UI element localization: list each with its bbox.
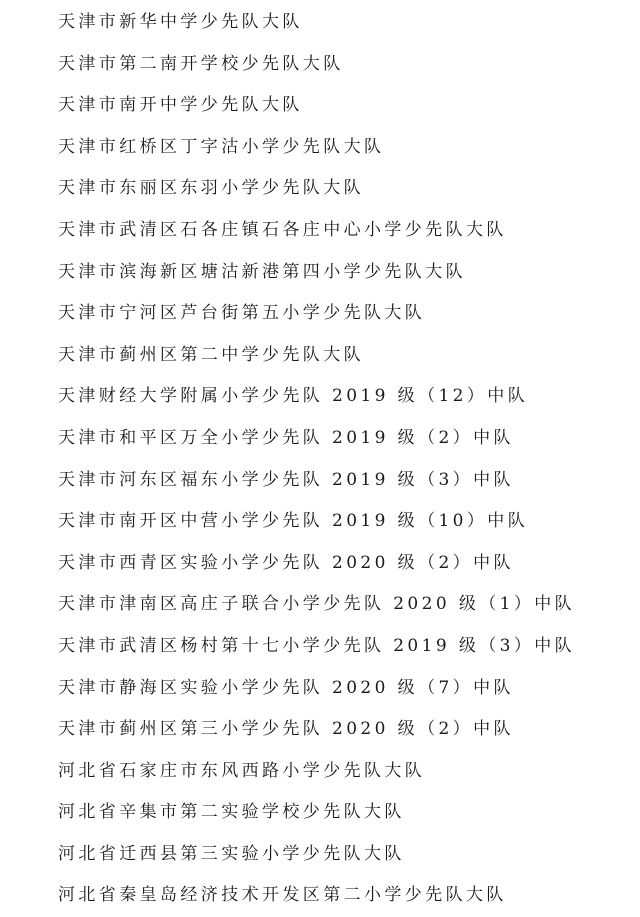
list-item: 河北省石家庄市东风西路小学少先队大队 bbox=[58, 760, 426, 781]
list-item: 天津市红桥区丁字沽小学少先队大队 bbox=[58, 136, 385, 157]
list-item: 天津市东丽区东羽小学少先队大队 bbox=[58, 178, 364, 199]
list-item: 天津市滨海新区塘沽新港第四小学少先队大队 bbox=[58, 261, 466, 282]
list-item: 天津市新华中学少先队大队 bbox=[58, 12, 303, 32]
list-item: 河北省秦皇岛经济技术开发区第二小学少先队大队 bbox=[58, 885, 507, 906]
list-item: 天津市蓟州区第二中学少先队大队 bbox=[58, 344, 364, 365]
list-item: 河北省辛集市第二实验学校少先队大队 bbox=[58, 802, 405, 823]
list-item: 天津市和平区万全小学少先队 2019 级（2）中队 bbox=[58, 427, 514, 448]
list-item: 天津市宁河区芦台街第五小学少先队大队 bbox=[58, 303, 426, 324]
list-item: 天津市武清区杨村第十七小学少先队 2019 级（3）中队 bbox=[58, 635, 576, 656]
list-item: 天津市河东区福东小学少先队 2019 级（3）中队 bbox=[58, 469, 514, 490]
list-item: 天津市第二南开学校少先队大队 bbox=[58, 53, 344, 74]
list-item: 天津市西青区实验小学少先队 2020 级（2）中队 bbox=[58, 552, 514, 573]
list-item: 天津市津南区高庄子联合小学少先队 2020 级（1）中队 bbox=[58, 594, 576, 615]
list-item: 天津市静海区实验小学少先队 2020 级（7）中队 bbox=[58, 677, 514, 698]
list-item: 天津财经大学附属小学少先队 2019 级（12）中队 bbox=[58, 386, 529, 407]
list-item: 天津市武清区石各庄镇石各庄中心小学少先队大队 bbox=[58, 219, 507, 240]
list-item: 河北省迁西县第三实验小学少先队大队 bbox=[58, 843, 405, 864]
honor-list bbox=[58, 2, 628, 917]
list-item: 天津市蓟州区第三小学少先队 2020 级（2）中队 bbox=[58, 719, 514, 740]
list-item: 天津市南开中学少先队大队 bbox=[58, 95, 303, 116]
list-item: 天津市南开区中营小学少先队 2019 级（10）中队 bbox=[58, 511, 529, 532]
